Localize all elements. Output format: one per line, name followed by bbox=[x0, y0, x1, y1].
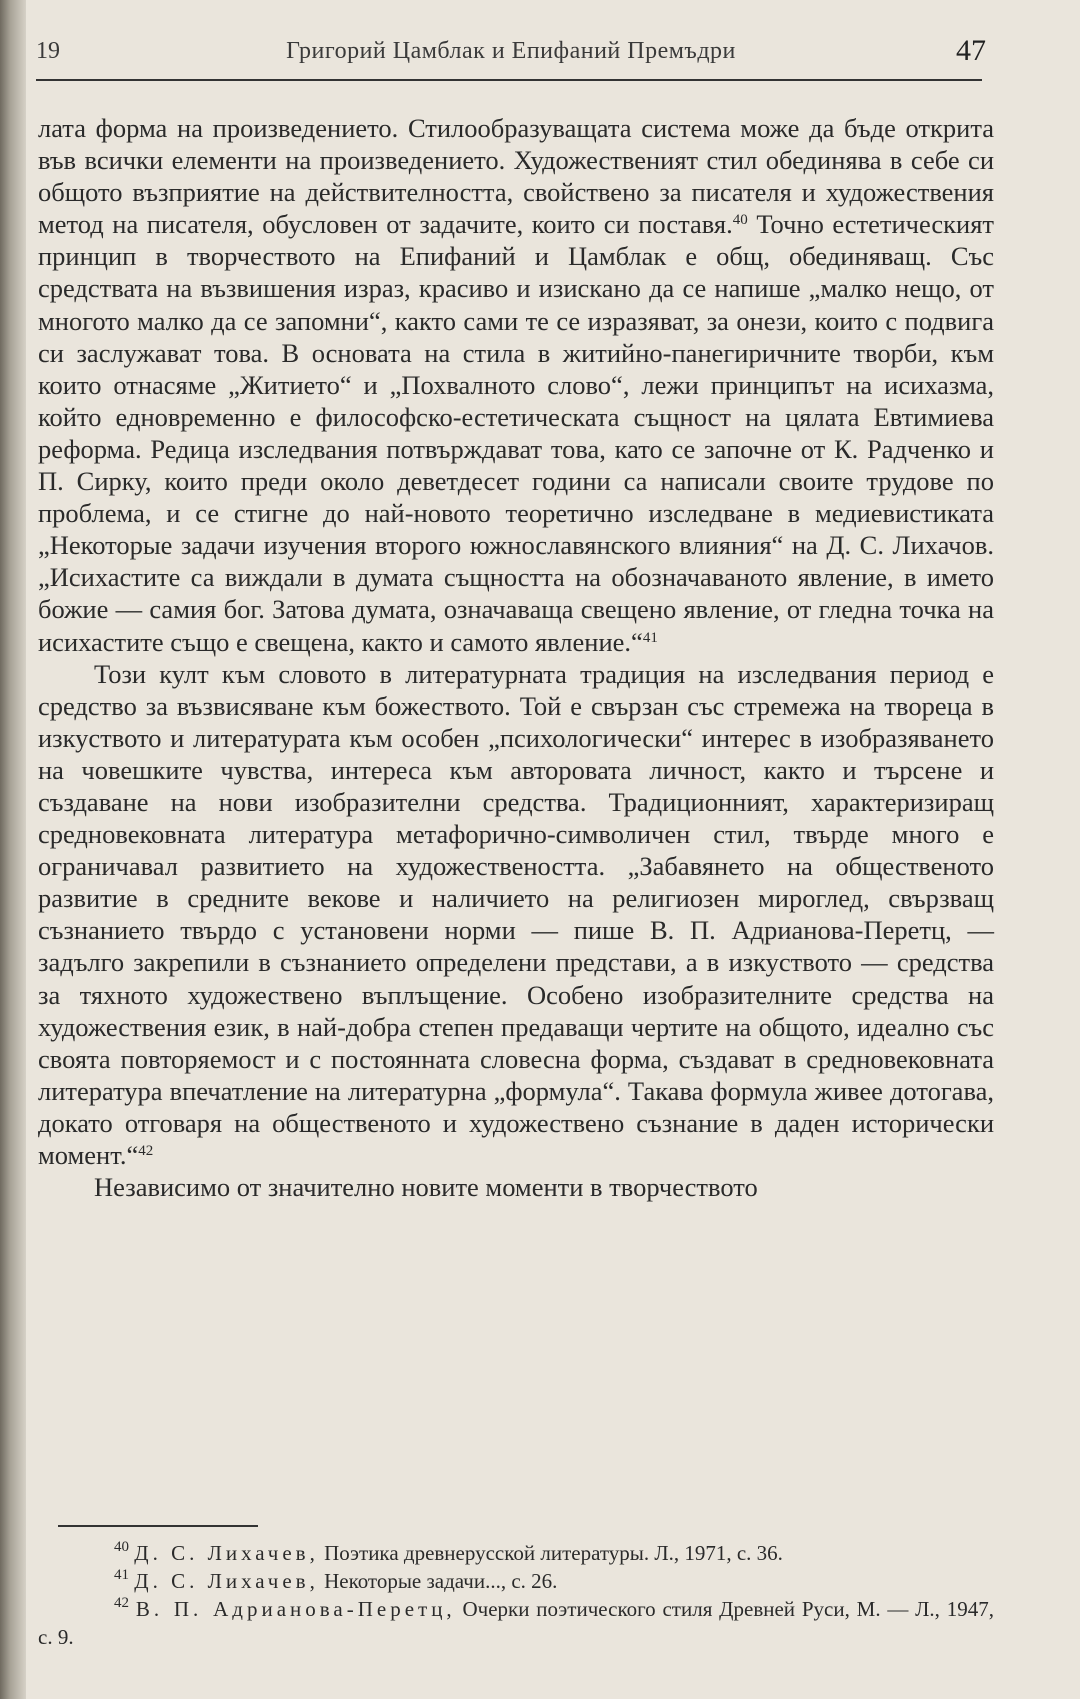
footnotes bbox=[38, 1539, 994, 1651]
footnote-rule bbox=[58, 1525, 258, 1527]
header-rule bbox=[36, 79, 982, 81]
paragraph-text: Независимо от значително новите моменти в творчеството bbox=[94, 1172, 758, 1203]
footnote-41 bbox=[38, 1567, 994, 1595]
footnote-42 bbox=[38, 1595, 994, 1651]
paragraph-3 bbox=[38, 1171, 994, 1203]
footnote-author: Д. С. Лихачев, bbox=[134, 1541, 319, 1565]
body-text bbox=[38, 112, 994, 1203]
footnote-number: 42 bbox=[114, 1595, 129, 1611]
footnote-number: 40 bbox=[114, 1539, 129, 1555]
paragraph-2 bbox=[38, 658, 994, 1172]
footnote-author: Д. С. Лихачев, bbox=[134, 1569, 319, 1593]
footnote-ref-40: 40 bbox=[732, 212, 748, 229]
spine-shadow bbox=[0, 0, 26, 1699]
footnote-text: Поэтика древнерусской литературы. Л., 1971, с. 36. bbox=[318, 1541, 783, 1565]
paragraph-1 bbox=[38, 112, 994, 658]
footnote-text: Очерки поэтического стиля Древней Руси, М. — Л., 1947, с. 9. bbox=[38, 1597, 994, 1649]
paragraph-text: Този култ към словото в литературната традиция на изследвания период е средство за възвисяване към божеството. Той е свързан със стремежа на твореца в изкуството и литературата към особен „психологически“ интерес в изобразяването на човешките чувства, интереса към авторовата личност, както и търсене и създаване на нови изобразителни средства. Традиционният, характеризиращ средновековната литература метафорично-символичен стил, твърде много е ограничавал развитието на художествеността. „Забавянето на общественото развитие в средните векове и наличието на религиозен мироглед, свързващ съзнанието твърдо с установени норми — пише В. П. Адрианова-Перетц, — задълго закрепили в съзнанието определени представи, а в изкуството — средства за тяхното художествено въплъщение. Особено изобразителните средства на художествения език, в най-добра степен предаващи чертите на общото, идеално със своята повторяемост и с постоянната словесна форма, създават в средновековната литература впечатление на литературна „формула“. Такава формула живее дотогава, докато отговаря на общественото и художествено съзнание в даден исторически момент.“ bbox=[38, 658, 994, 1170]
running-head-title: Григорий Цамблак и Епифаний Премъдри bbox=[286, 38, 736, 64]
page-number: 47 bbox=[956, 34, 986, 67]
paragraph-text: Точно естетическият принцип в творчеството на Епифаний и Цамблак е общ, обединяващ. Със средствата на възвишения израз, красиво и изискано да се напише „малко нещо, от многото малко да се запомни“, както сами те се изразяват, за онези, които с подвига си заслужават това. В основата на стила в житийно-панегиричните творби, към които отнасяме „Житието“ и „Похвалното слово“, лежи принципът на исихазма, който едновременно е философско-естетическата същност на цялата Евтимиева реформа. Редица изследвания потвърждават това, като се започне от К. Радченко и П. Сирку, които преди около деветдесет години са написали своите трудове по проблема, и се стигне до най-новото теоретично изследване в медиевистиката „Некоторые задачи изучения второго южнославянского влияния“ на Д. С. Лихачов. „Исихастите са виждали в думата същността на обозначаваното явление, в името божие — самия бог. Затова думата, означаваща свещено явление, от гледна точка на исихастите също е свещена, както и самото явление.“ bbox=[38, 209, 995, 657]
running-head bbox=[36, 34, 986, 78]
footnote-40 bbox=[38, 1539, 994, 1567]
footnote-author: В. П. Адрианова-Перетц, bbox=[135, 1597, 456, 1621]
footnote-ref-42: 42 bbox=[138, 1143, 154, 1159]
footnote-ref-41: 41 bbox=[642, 629, 658, 646]
footnote-text: Некоторые задачи..., с. 26. bbox=[318, 1569, 558, 1593]
paragraph-text: лата форма на произведението. Стилообразуващата система може да бъде открита във всички елементи на произведението. Художественият стил обединява в себе си общото възприятие на действителността, свойствено за писателя и художествения метод на писателя, обусловен от задачите, които си поставя. bbox=[38, 113, 994, 240]
running-head-left-mark: 19 bbox=[36, 38, 60, 64]
footnote-number: 41 bbox=[114, 1567, 129, 1583]
